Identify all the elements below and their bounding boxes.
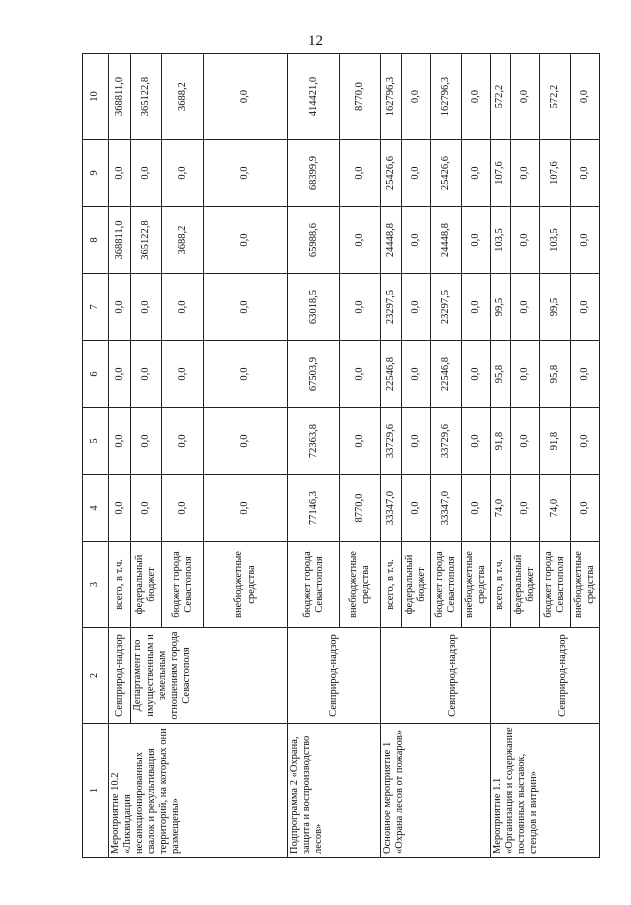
value-cell: 0,0 bbox=[511, 140, 540, 207]
value-cell: 0,0 bbox=[108, 274, 131, 341]
value-cell: 365122,8 bbox=[131, 207, 162, 274]
table-row bbox=[108, 54, 131, 858]
value-cell: 414421,0 bbox=[288, 54, 340, 140]
value-cell: 0,0 bbox=[571, 54, 600, 140]
value-cell: 23297,5 bbox=[430, 274, 461, 341]
value-cell: 25426,6 bbox=[430, 140, 461, 207]
funding-source-cell: всего, в т.ч. bbox=[381, 542, 402, 628]
value-cell: 0,0 bbox=[131, 408, 162, 475]
table-body bbox=[83, 54, 600, 858]
value-cell: 0,0 bbox=[131, 475, 162, 542]
responsible-cell: Департамент по имущественным и земельным отношениям города Севастополя bbox=[131, 628, 288, 724]
program-name-cell: Подпрограмма 2 «Охрана, защита и воспроизводство лесов» bbox=[288, 724, 381, 858]
value-cell: 368811,0 bbox=[108, 207, 131, 274]
value-cell: 0,0 bbox=[131, 341, 162, 408]
funding-source-cell: внебюджетные средства bbox=[461, 542, 490, 628]
header-cell: 6 bbox=[83, 341, 109, 408]
value-cell: 68399,9 bbox=[288, 140, 340, 207]
funding-source-cell: бюджет города Севастополя bbox=[162, 542, 203, 628]
responsible-cell: Севприрод-надзор bbox=[288, 628, 381, 724]
value-cell: 0,0 bbox=[339, 408, 380, 475]
value-cell: 3688,2 bbox=[162, 207, 203, 274]
value-cell: 162796,3 bbox=[381, 54, 402, 140]
value-cell: 99,5 bbox=[540, 274, 571, 341]
value-cell: 0,0 bbox=[108, 140, 131, 207]
value-cell: 0,0 bbox=[162, 341, 203, 408]
value-cell: 0,0 bbox=[511, 341, 540, 408]
value-cell: 0,0 bbox=[461, 408, 490, 475]
value-cell: 67503,9 bbox=[288, 341, 340, 408]
value-cell: 0,0 bbox=[571, 408, 600, 475]
header-cell: 9 bbox=[83, 140, 109, 207]
header-cell: 8 bbox=[83, 207, 109, 274]
responsible-cell: Севприрод-надзор bbox=[108, 628, 131, 724]
funding-source-cell: федеральный бюджет bbox=[511, 542, 540, 628]
value-cell: 74,0 bbox=[490, 475, 511, 542]
value-cell: 63018,5 bbox=[288, 274, 340, 341]
value-cell: 107,6 bbox=[490, 140, 511, 207]
value-cell: 24448,8 bbox=[381, 207, 402, 274]
value-cell: 0,0 bbox=[461, 140, 490, 207]
header-cell: 10 bbox=[83, 54, 109, 140]
value-cell: 95,8 bbox=[490, 341, 511, 408]
value-cell: 25426,6 bbox=[381, 140, 402, 207]
value-cell: 0,0 bbox=[571, 341, 600, 408]
value-cell: 22546,8 bbox=[381, 341, 402, 408]
value-cell: 0,0 bbox=[461, 207, 490, 274]
value-cell: 0,0 bbox=[401, 207, 430, 274]
value-cell: 91,8 bbox=[490, 408, 511, 475]
program-name-cell: Основное мероприятие 1 «Охрана лесов от пожаров» bbox=[381, 724, 490, 858]
funding-source-cell: всего, в т.ч. bbox=[108, 542, 131, 628]
value-cell: 0,0 bbox=[339, 140, 380, 207]
value-cell: 103,5 bbox=[490, 207, 511, 274]
value-cell: 3688,2 bbox=[162, 54, 203, 140]
rotated-table-container bbox=[82, 54, 600, 858]
value-cell: 0,0 bbox=[401, 475, 430, 542]
value-cell: 103,5 bbox=[540, 207, 571, 274]
value-cell: 0,0 bbox=[461, 54, 490, 140]
value-cell: 0,0 bbox=[401, 140, 430, 207]
value-cell: 0,0 bbox=[511, 207, 540, 274]
funding-source-cell: федеральный бюджет bbox=[131, 542, 162, 628]
value-cell: 0,0 bbox=[108, 341, 131, 408]
header-row bbox=[83, 54, 109, 858]
value-cell: 0,0 bbox=[571, 274, 600, 341]
value-cell: 22546,8 bbox=[430, 341, 461, 408]
value-cell: 107,6 bbox=[540, 140, 571, 207]
value-cell: 0,0 bbox=[511, 54, 540, 140]
value-cell: 23297,5 bbox=[381, 274, 402, 341]
value-cell: 0,0 bbox=[571, 475, 600, 542]
funding-source-cell: всего, в т.ч. bbox=[490, 542, 511, 628]
value-cell: 33347,0 bbox=[430, 475, 461, 542]
value-cell: 0,0 bbox=[571, 140, 600, 207]
value-cell: 8770,0 bbox=[339, 475, 380, 542]
value-cell: 572,2 bbox=[540, 54, 571, 140]
value-cell: 0,0 bbox=[203, 54, 288, 140]
value-cell: 0,0 bbox=[401, 341, 430, 408]
value-cell: 0,0 bbox=[511, 274, 540, 341]
value-cell: 0,0 bbox=[511, 475, 540, 542]
value-cell: 77146,3 bbox=[288, 475, 340, 542]
value-cell: 368811,0 bbox=[108, 54, 131, 140]
value-cell: 0,0 bbox=[401, 408, 430, 475]
value-cell: 0,0 bbox=[461, 341, 490, 408]
value-cell: 0,0 bbox=[571, 207, 600, 274]
table-row bbox=[381, 54, 402, 858]
value-cell: 0,0 bbox=[461, 475, 490, 542]
value-cell: 91,8 bbox=[540, 408, 571, 475]
value-cell: 65988,6 bbox=[288, 207, 340, 274]
header-cell: 1 bbox=[83, 724, 109, 858]
value-cell: 72363,8 bbox=[288, 408, 340, 475]
value-cell: 0,0 bbox=[339, 274, 380, 341]
value-cell: 0,0 bbox=[401, 274, 430, 341]
value-cell: 0,0 bbox=[401, 54, 430, 140]
responsible-cell: Севприрод-надзор bbox=[381, 628, 490, 724]
value-cell: 0,0 bbox=[131, 274, 162, 341]
value-cell: 0,0 bbox=[203, 140, 288, 207]
value-cell: 0,0 bbox=[339, 207, 380, 274]
table-row bbox=[288, 54, 340, 858]
funding-source-cell: бюджет города Севастополя bbox=[288, 542, 340, 628]
value-cell: 0,0 bbox=[203, 475, 288, 542]
value-cell: 33729,6 bbox=[430, 408, 461, 475]
page-number: 12 bbox=[308, 33, 323, 49]
funding-source-cell: внебюджетные средства bbox=[339, 542, 380, 628]
value-cell: 0,0 bbox=[511, 408, 540, 475]
value-cell: 572,2 bbox=[490, 54, 511, 140]
funding-source-cell: внебюджетные средства bbox=[203, 542, 288, 628]
funding-source-cell: бюджет города Севастополя bbox=[540, 542, 571, 628]
value-cell: 0,0 bbox=[203, 274, 288, 341]
value-cell: 0,0 bbox=[162, 140, 203, 207]
value-cell: 95,8 bbox=[540, 341, 571, 408]
value-cell: 0,0 bbox=[162, 274, 203, 341]
value-cell: 33347,0 bbox=[381, 475, 402, 542]
value-cell: 365122,8 bbox=[131, 54, 162, 140]
value-cell: 0,0 bbox=[131, 140, 162, 207]
program-name-cell: Мероприятие 1.1 «Организация и содержание постоянных выставок, стендов и витрин» bbox=[490, 724, 599, 858]
header-cell: 7 bbox=[83, 274, 109, 341]
funding-source-cell: бюджет города Севастополя bbox=[430, 542, 461, 628]
responsible-cell: Севприрод-надзор bbox=[490, 628, 599, 724]
header-cell: 4 bbox=[83, 475, 109, 542]
value-cell: 0,0 bbox=[461, 274, 490, 341]
value-cell: 0,0 bbox=[203, 207, 288, 274]
funding-source-cell: федеральный бюджет bbox=[401, 542, 430, 628]
value-cell: 0,0 bbox=[339, 341, 380, 408]
value-cell: 0,0 bbox=[108, 408, 131, 475]
funding-source-cell: внебюджетные средства bbox=[571, 542, 600, 628]
value-cell: 99,5 bbox=[490, 274, 511, 341]
program-name-cell: Мероприятие 10.2 «Ликвидация несанкционированных свалок и рекультивация территорий, на которых они размещены» bbox=[108, 724, 288, 858]
funding-table bbox=[82, 53, 600, 858]
value-cell: 33729,6 bbox=[381, 408, 402, 475]
value-cell: 0,0 bbox=[162, 408, 203, 475]
value-cell: 8770,0 bbox=[339, 54, 380, 140]
value-cell: 74,0 bbox=[540, 475, 571, 542]
header-cell: 2 bbox=[83, 628, 109, 724]
value-cell: 162796,3 bbox=[430, 54, 461, 140]
header-cell: 5 bbox=[83, 408, 109, 475]
value-cell: 24448,8 bbox=[430, 207, 461, 274]
header-cell: 3 bbox=[83, 542, 109, 628]
value-cell: 0,0 bbox=[203, 408, 288, 475]
value-cell: 0,0 bbox=[162, 475, 203, 542]
table-row bbox=[490, 54, 511, 858]
value-cell: 0,0 bbox=[203, 341, 288, 408]
value-cell: 0,0 bbox=[108, 475, 131, 542]
